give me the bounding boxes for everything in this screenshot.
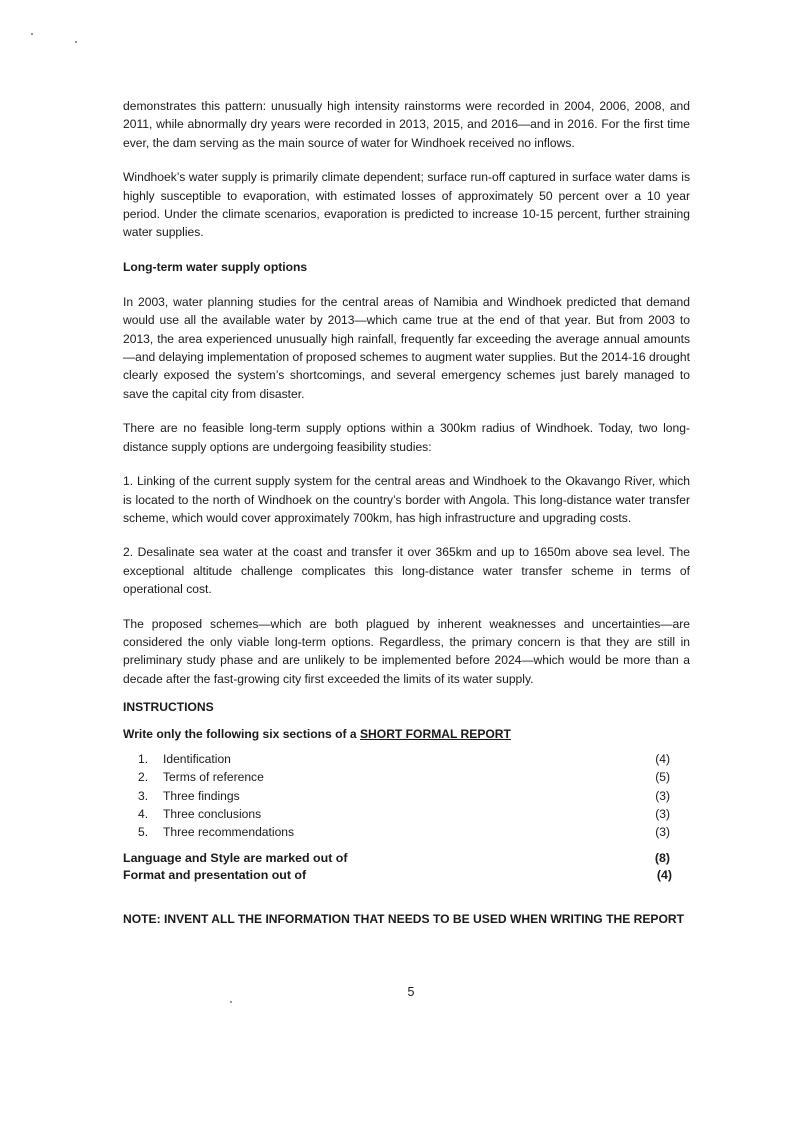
paragraph-rainfall-pattern: demonstrates this pattern: unusually high intensity rainstorms were recorded in 2004, 2006, 2008, and 2011, while abnormally dry years were recorded in 2013, 2015, and 2016—and in 2016. For the first time ever, the dam serving as the main source of water for Windhoek received no inflows. [123, 99, 690, 150]
instructions-title: INSTRUCTIONS [123, 700, 214, 715]
list-item-text: Identification [163, 752, 231, 767]
paragraph-climate-dependence: Windhoek’s water supply is primarily climate dependent; surface run-off captured in surface water dams is highly susceptible to evaporation, with estimated losses of approximately 50 percent over a 10 year period. Under the climate scenarios, evaporation is predicted to increase 10-15 percent, further straining water supplies. [123, 170, 690, 240]
paragraph-planning-studies: In 2003, water planning studies for the central areas of Namibia and Windhoek predicted that demand would use all the available water by 2013—which came true at the end of that year. But from 2003 to 2013, the area experienced unusually high rainfall, frequently far exceeding the average annual amounts—and delaying implementation of proposed schemes to augment water supplies. But the 2014-16 drought clearly exposed the system’s shortcomings, and several emergency schemes just barely managed to save the capital city from disaster. [123, 294, 690, 401]
list-item [123, 805, 690, 823]
section-heading: Long-term water supply options [123, 259, 308, 274]
list-item-mark: (3) [655, 806, 670, 821]
report-sections-list [123, 750, 690, 841]
list-item [123, 750, 690, 768]
scan-speck [230, 1001, 232, 1003]
paragraph-option-desalination: 2. Desalinate sea water at the coast and transfer it over 365km and up to 1650m above sea level. The exceptional altitude challenge complicates this long-distance water transfer scheme in terms of operational cost. [123, 545, 690, 597]
format-presentation-row [123, 867, 690, 884]
list-item-number: 3. [138, 788, 149, 803]
list-item-mark: (5) [655, 770, 670, 785]
instructions-note: NOTE: INVENT ALL THE INFORMATION THAT NEEDS TO BE USED WHEN WRITING THE REPORT [123, 912, 685, 927]
format-presentation-mark: (4) [656, 867, 672, 882]
list-item-number: 5. [138, 824, 149, 839]
list-item-text: Three recommendations [163, 824, 295, 839]
list-item-text: Three findings [163, 788, 240, 803]
write-prefix: Write only the following six sections of a [123, 727, 360, 742]
list-item [123, 823, 690, 841]
list-item-number: 1. [138, 752, 149, 767]
list-item-text: Three conclusions [163, 806, 262, 821]
paragraph-option-okavango: 1. Linking of the current supply system for the central areas and Windhoek to the Okavango River, which is located to the north of Windhoek on the country’s border with Angola. This long-distance water transfer scheme, which would cover approximately 700km, has high infrastructure and upgrading costs. [123, 474, 690, 525]
list-item-mark: (3) [655, 824, 670, 839]
language-style-row [123, 850, 690, 867]
list-item-number: 2. [138, 770, 149, 785]
scan-speck [31, 33, 33, 35]
list-item-text: Terms of reference [163, 770, 264, 785]
list-item [123, 787, 690, 805]
paragraph-proposed-schemes: The proposed schemes—which are both plagued by inherent weaknesses and uncertainties—are considered the only viable long-term options. Regardless, the primary concern is that they are still in preliminary study phase and are unlikely to be implemented before 2024—which would be more than a decade after the fast-growing city first exceeded the limits of its water supply. [123, 616, 690, 686]
list-item [123, 768, 690, 786]
language-style-mark: (8) [654, 851, 670, 866]
list-item-number: 4. [138, 806, 149, 821]
instructions-write-line [123, 725, 690, 743]
language-style-label: Language and Style are marked out of [123, 851, 348, 866]
document-page [123, 97, 690, 928]
write-underlined: SHORT FORMAL REPORT [359, 727, 511, 742]
scan-speck [75, 41, 77, 43]
format-presentation-label: Format and presentation out of [123, 867, 307, 882]
page-number: 5 [407, 985, 415, 999]
list-item-mark: (3) [655, 788, 670, 803]
list-item-mark: (4) [655, 752, 670, 767]
paragraph-no-feasible-options: There are no feasible long-term supply options within a 300km radius of Windhoek. Today, two long-distance supply options are undergoing feasibility studies: [123, 421, 690, 454]
